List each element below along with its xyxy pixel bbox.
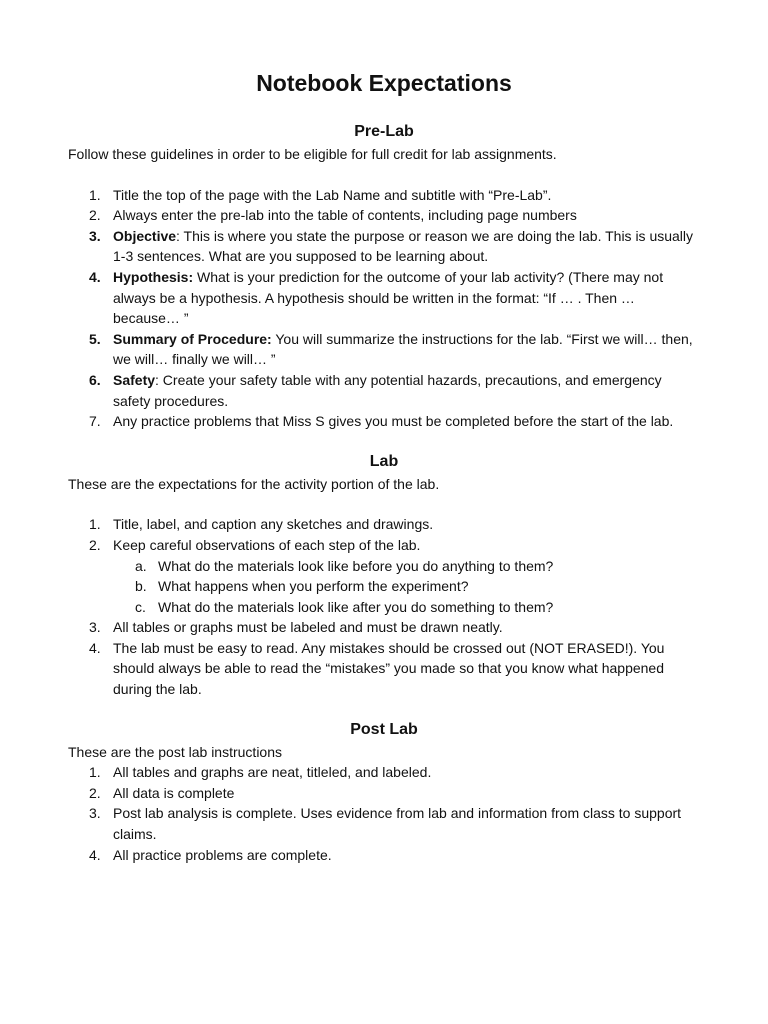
item-text: All tables and graphs are neat, titleled, and labeled. <box>113 764 432 781</box>
list-item <box>68 535 700 617</box>
lab-section <box>68 452 700 700</box>
page-title: Notebook Expectations <box>256 70 512 96</box>
lab-sublist <box>113 556 700 618</box>
item-text: All data is complete <box>113 784 235 801</box>
item-number: 3. <box>89 805 101 822</box>
item-number: 1. <box>89 516 101 533</box>
sub-item-letter: c. <box>135 598 146 615</box>
list-item <box>68 617 700 638</box>
postlab-heading: Post Lab <box>350 720 418 738</box>
list-item <box>68 370 700 411</box>
item-text: All practice problems are complete. <box>113 846 332 863</box>
item-text: All tables or graphs must be labeled and must be drawn neatly. <box>113 619 503 636</box>
list-item <box>68 329 700 370</box>
postlab-section <box>68 720 700 866</box>
list-item <box>68 226 700 267</box>
list-item <box>68 185 700 206</box>
postlab-intro: These are the post lab instructions <box>68 743 283 760</box>
item-number: 4. <box>89 268 101 285</box>
section-spacer <box>68 432 700 452</box>
item-text: What is your prediction for the outcome of your lab activity? (There may not always be a hypothesis. A hypothesis should be written in the format: “If … . Then … because… ” <box>113 268 664 327</box>
list-item <box>68 514 700 535</box>
sub-item-text: What happens when you perform the experiment? <box>158 578 469 595</box>
list-item <box>68 205 700 226</box>
item-number: 3. <box>89 619 101 636</box>
sub-item-letter: a. <box>135 557 147 574</box>
item-term: Hypothesis: <box>113 268 194 285</box>
item-text: Post lab analysis is complete. Uses evidence from lab and information from class to support claims. <box>113 805 682 843</box>
item-text: Any practice problems that Miss S gives you must be completed before the start of the lab. <box>113 413 674 430</box>
list-item <box>68 803 700 844</box>
item-number: 2. <box>89 536 101 553</box>
prelab-intro: Follow these guidelines in order to be eligible for full credit for lab assignments. <box>68 146 557 162</box>
lab-list <box>68 514 700 699</box>
item-text: The lab must be easy to read. Any mistakes should be crossed out (NOT ERASED!). You should always be able to read the “mistakes” you made so that you know what happened during the lab. <box>113 639 665 698</box>
sub-item-letter: b. <box>135 578 147 595</box>
item-text: : Create your safety table with any potential hazards, precautions, and emergency safety procedures. <box>113 371 662 409</box>
postlab-list <box>68 762 700 865</box>
sub-list-item <box>113 597 700 618</box>
list-item <box>68 783 700 804</box>
section-spacer <box>68 700 700 720</box>
item-number: 7. <box>89 413 101 430</box>
prelab-list <box>68 185 700 432</box>
prelab-heading: Pre-Lab <box>354 123 414 140</box>
item-text: Title the top of the page with the Lab Name and subtitle with “Pre-Lab”. <box>113 186 552 203</box>
item-term: Objective <box>113 227 177 244</box>
item-number: 2. <box>89 207 101 224</box>
item-number: 4. <box>89 846 101 863</box>
list-item <box>68 411 700 432</box>
item-text: : This is where you state the purpose or reason we are doing the lab. This is usually 1-3 sentences. What are you supposed to be learning about. <box>113 227 694 265</box>
item-text: You will summarize the instructions for the lab. “First we will… then, we will… finally we will… ” <box>113 330 693 368</box>
item-number: 1. <box>89 764 101 781</box>
sub-item-text: What do the materials look like before you do anything to them? <box>158 557 554 574</box>
sub-item-text: What do the materials look like after you do something to them? <box>158 598 554 615</box>
list-item <box>68 267 700 329</box>
item-number: 5. <box>89 330 101 347</box>
item-text: Always enter the pre-lab into the table of contents, including page numbers <box>113 207 577 224</box>
item-number: 4. <box>89 639 101 656</box>
item-number: 3. <box>89 227 101 244</box>
item-text: Keep careful observations of each step of the lab. <box>113 536 421 553</box>
item-term: Safety <box>113 371 156 388</box>
item-text: Title, label, and caption any sketches and drawings. <box>113 516 434 533</box>
list-item <box>68 762 700 783</box>
item-number: 2. <box>89 784 101 801</box>
list-item <box>68 638 700 700</box>
prelab-section <box>68 122 700 432</box>
lab-heading: Lab <box>369 452 399 470</box>
sub-list-item <box>113 576 700 597</box>
item-number: 6. <box>89 371 101 388</box>
list-item <box>68 845 700 866</box>
item-term: Summary of Procedure: <box>113 330 272 347</box>
sub-list-item <box>113 556 700 577</box>
lab-intro: These are the expectations for the activity portion of the lab. <box>68 475 440 492</box>
item-number: 1. <box>89 186 101 203</box>
